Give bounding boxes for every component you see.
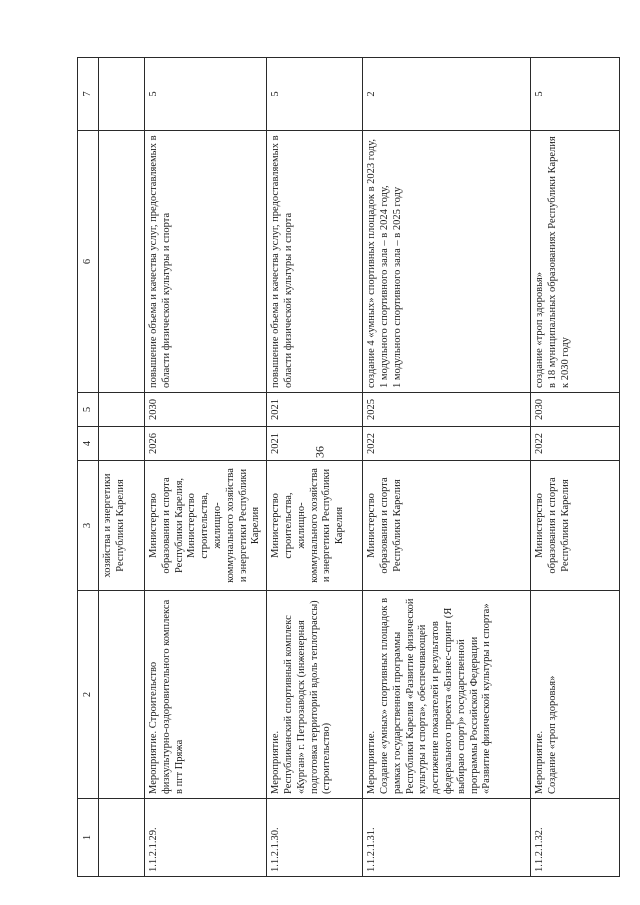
cell-empty xyxy=(99,799,145,877)
cell-start-year: 2026 xyxy=(145,427,267,461)
cell-event: Мероприятие. Создание «троп здоровья» xyxy=(531,591,620,799)
cell-executor: хозяйства и энергетики Республики Карелия xyxy=(99,461,145,591)
cell-end-year: 2025 xyxy=(363,393,531,427)
plan-table xyxy=(77,57,620,877)
cell-link: 2 xyxy=(363,58,531,131)
column-header: 4 xyxy=(78,427,99,461)
header-row xyxy=(78,58,99,877)
cell-end-year: 2021 xyxy=(267,393,363,427)
cell-link: 5 xyxy=(145,58,267,131)
cell-event: Мероприятие. Создание «умных» спортивных площадок в рамках государственной программы Республики Карелия «Развитие физической культуры и спорта», обеспечивающей достижение показателей и результатов федерального проекта «Бизнес-спринт (Я выбираю спорт)» государственной программы Российской Федерации «Развитие физической культуры и спорта» xyxy=(363,591,531,799)
column-header: 6 xyxy=(78,131,99,393)
cell-number: 1.1.2.1.30. xyxy=(267,799,363,877)
cell-executor: Министерство образования и спорта Республики Карелия xyxy=(531,461,620,591)
column-header: 7 xyxy=(78,58,99,131)
cell-executor: Министерство строительства, жилищно- коммунального хозяйства и энергетики Республики Карелия xyxy=(267,461,363,591)
cell-empty xyxy=(99,393,145,427)
cell-link: 5 xyxy=(267,58,363,131)
rotated-table-wrapper xyxy=(77,58,606,877)
cell-empty xyxy=(99,58,145,131)
cell-number: 1.1.2.1.32. xyxy=(531,799,620,877)
cell-result: повышение объема и качества услуг, предоставляемых в области физической культуры и спорта xyxy=(145,131,267,393)
page-number: 36 xyxy=(312,446,327,458)
cell-result: создание 4 «умных» спортивных площадок в 2023 году, 1 модульного спортивного зала – в 2024 году, 1 модульного спортивного зала – в 2025 году xyxy=(363,131,531,393)
cell-executor: Министерство образования и спорта Республики Карелия, Министерство строительства, жилищно- коммунального хозяйства и энергетики Республики Карелия xyxy=(145,461,267,591)
cell-end-year: 2030 xyxy=(145,393,267,427)
cell-result: повышение объема и качества услуг, предоставляемых в области физической культуры и спорта xyxy=(267,131,363,393)
cell-empty xyxy=(99,131,145,393)
cell-event: Мероприятие. Строительство физкультурно-оздоровительного комплекса в пгт Пряжа xyxy=(145,591,267,799)
cell-event: Мероприятие. Республиканский спортивный комплекс «Курган» г. Петрозаводск (инженерная подготовка территорий вдоль теплотрассы) (строительство) xyxy=(267,591,363,799)
table-row xyxy=(267,58,363,877)
cell-start-year: 2022 xyxy=(363,427,531,461)
cell-empty xyxy=(99,591,145,799)
cell-start-year: 2021 xyxy=(267,427,363,461)
cell-executor: Министерство образования и спорта Республики Карелия xyxy=(363,461,531,591)
table-row xyxy=(145,58,267,877)
cell-empty xyxy=(99,427,145,461)
cell-start-year: 2022 xyxy=(531,427,620,461)
table-row xyxy=(363,58,531,877)
column-header: 3 xyxy=(78,461,99,591)
column-header: 2 xyxy=(78,591,99,799)
table-row xyxy=(531,58,620,877)
cell-number: 1.1.2.1.31. xyxy=(363,799,531,877)
continuation-row xyxy=(99,58,145,877)
column-header: 5 xyxy=(78,393,99,427)
cell-link: 5 xyxy=(531,58,620,131)
cell-number: 1.1.2.1.29. xyxy=(145,799,267,877)
cell-result: создание «троп здоровья» в 18 муниципальных образованиях Республики Карелия к 2030 году xyxy=(531,131,620,393)
cell-end-year: 2030 xyxy=(531,393,620,427)
column-header: 1 xyxy=(78,799,99,877)
